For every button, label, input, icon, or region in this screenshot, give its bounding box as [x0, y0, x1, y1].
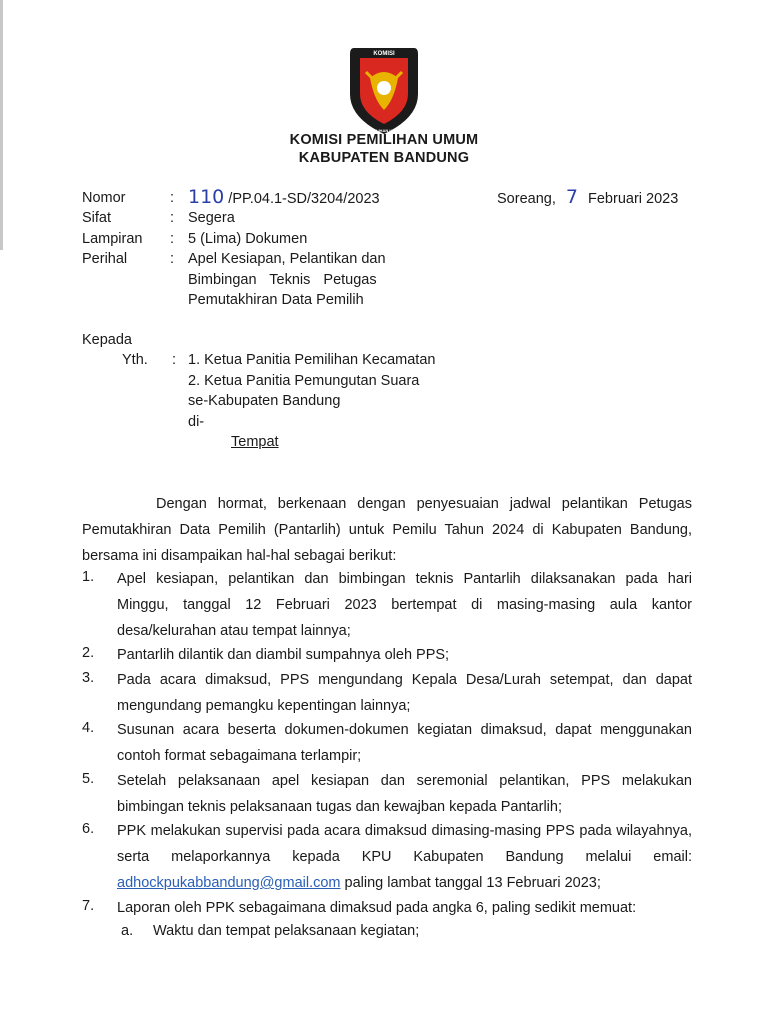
list-item-number: 7. [82, 898, 95, 914]
list-item-number: 2. [82, 645, 95, 661]
lampiran-label: Lampiran [82, 231, 143, 247]
list-item-text [117, 818, 692, 896]
org-name-line2: KABUPATEN BANDUNG [298, 150, 470, 166]
opening-paragraph: Dengan hormat, berkenaan dengan penyesuaian jadwal pelantikan Petugas Pemutakhiran Data Pemilih (Pantarlih) untuk Pemilu Tahun 2024 di Kabupaten Bandung, bersama ini disampaikan hal-hal sebagai berikut: [82, 496, 692, 564]
letter-date [497, 186, 678, 208]
nomor-handwritten-number: 110 [188, 186, 225, 208]
subitem-letter: a. [121, 923, 134, 939]
sifat-colon: : [170, 210, 175, 226]
list-item-number: 6. [82, 821, 95, 837]
perihal-label: Perihal [82, 251, 128, 267]
emblem-text-bottom: PEMILIHAN UMUM [366, 128, 402, 133]
nomor-code: /PP.04.1-SD/3204/2023 [228, 191, 380, 207]
perihal-colon: : [170, 251, 175, 267]
list-item-text: Setelah pelaksanaan apel kesiapan dan seremonial pelantikan, PPS melakukan bimbingan teknis pelaksanaan tugas dan kewajban kepada Pantarlih; [117, 773, 692, 815]
list-item-number: 3. [82, 670, 95, 686]
list-item-text: Pada acara dimaksud, PPS mengundang Kepala Desa/Lurah setempat, dan dapat mengundang pemangku kepentingan lainnya; [117, 672, 692, 714]
list-item-number: 5. [82, 771, 95, 787]
date-place: Soreang, [497, 191, 556, 207]
perihal-line1: Apel Kesiapan, Pelantikan dan [188, 251, 386, 267]
perihal-line2: Bimbingan Teknis Petugas [188, 272, 377, 288]
recipient-line3: se-Kabupaten Bandung [188, 393, 341, 409]
sifat-value: Segera [188, 210, 235, 226]
list-item-text: Pantarlih dilantik dan diambil sumpahnya oleh PPS; [117, 647, 450, 663]
recipient-di: di- [188, 414, 205, 430]
list-item-text: Apel kesiapan, pelantikan dan bimbingan teknis Pantarlih dilaksanakan pada hari Minggu, tanggal 12 Februari 2023 bertempat di masing-masing aula kantor desa/kelurahan atau tempat lainnya; [117, 571, 692, 639]
email-link[interactable]: adhockpukabbandung@gmail.com [117, 875, 341, 891]
yth-colon: : [172, 352, 177, 368]
perihal-line3: Pemutakhiran Data Pemilih [188, 292, 364, 308]
list-item-text-tail: paling lambat tanggal 13 Februari 2023; [340, 875, 601, 891]
nomor-label: Nomor [82, 190, 126, 206]
lampiran-value: 5 (Lima) Dokumen [188, 231, 308, 247]
kpu-emblem-logo [346, 44, 422, 136]
yth-label: Yth. [122, 352, 148, 368]
date-handwritten-day: 7 [565, 186, 578, 208]
sifat-label: Sifat [82, 210, 112, 226]
list-item-text-main: PPK melakukan supervisi pada acara dimaksud dimasing-masing PPS pada wilayahnya, serta melaporkannya kepada KPU Kabupaten Bandung melalui email: [117, 823, 692, 865]
list-item-text: Laporan oleh PPK sebagaimana dimaksud pada angka 6, paling sedikit memuat: [117, 900, 637, 916]
date-month-year: Februari 2023 [588, 191, 679, 207]
emblem-text-top: KOMISI [373, 51, 395, 57]
recipient-line2: 2. Ketua Panitia Pemungutan Suara [188, 373, 420, 389]
recipient-tempat: Tempat [231, 434, 279, 450]
lampiran-colon: : [170, 231, 175, 247]
subitem-text: Waktu dan tempat pelaksanaan kegiatan; [153, 923, 420, 939]
nomor-colon: : [170, 190, 175, 206]
nomor-value [188, 186, 380, 208]
kepada-label: Kepada [82, 332, 132, 348]
list-item-number: 1. [82, 569, 95, 585]
scan-edge [0, 0, 3, 250]
list-item-text: Susunan acara beserta dokumen-dokumen kegiatan dimaksud, dapat menggunakan contoh format sebagaimana terlampir; [117, 722, 692, 764]
recipient-line1: 1. Ketua Panitia Pemilihan Kecamatan [188, 352, 436, 368]
org-name-line1: KOMISI PEMILIHAN UMUM [289, 132, 479, 148]
list-item-number: 4. [82, 720, 95, 736]
